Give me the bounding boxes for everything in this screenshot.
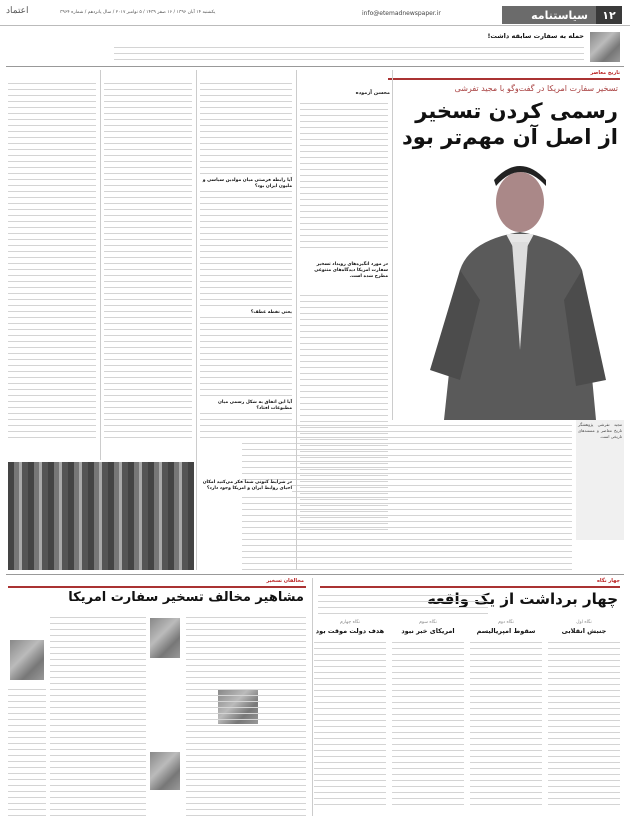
col-rule (196, 70, 197, 570)
subhead-1: در مورد انگیزه‌های رویداد تسخیر سفارت امریکا دیدگاه‌های متنوعی مطرح شده است. (314, 262, 388, 279)
divider (6, 66, 624, 67)
view-title: امریکای خبر نبود (401, 627, 455, 635)
view-tag: نگاه سوم (419, 620, 437, 625)
four-views-kicker: چهار نگاه (596, 578, 620, 584)
brief-body (114, 42, 584, 64)
opponent-photo-1 (150, 618, 180, 658)
side-caption: مجید تفرشی پژوهشگر تاریخ معاصر و مستندهای تاریخی است. (578, 422, 622, 439)
newspaper-email[interactable]: info@etemadnewspaper.ir (362, 10, 441, 17)
view-tag: نگاه اول (576, 620, 592, 625)
opponent-photo-4 (10, 640, 44, 680)
brief-photo (590, 32, 620, 62)
view-column-2 (470, 620, 542, 816)
section-name: سیاستنامه (531, 8, 588, 22)
opponents-col-3 (8, 684, 46, 816)
kicker-rule (8, 586, 306, 588)
view-column-4 (314, 620, 386, 816)
story-kicker: تاریخ معاصر (590, 70, 620, 76)
four-views-headline: چهار برداشت از یک واقعه (427, 590, 618, 608)
interview-col-4 (8, 78, 96, 458)
kicker-rule (388, 78, 620, 80)
view-title: سقوط امپریالیسم (476, 627, 536, 635)
opponents-col-1 (186, 612, 306, 816)
interview-col-3 (104, 78, 192, 458)
col-rule (392, 70, 393, 420)
subhead-2: آیا رابطه فرصتی میان مولدین سیاسی و ملیون ایران بود؟ (200, 178, 292, 190)
view-column-3 (392, 620, 464, 816)
byline: محسن آزموده (355, 90, 390, 96)
interview-col-1b (300, 290, 388, 568)
embassy-crowd-photo (8, 462, 194, 570)
col-rule (312, 578, 313, 816)
col-rule (100, 70, 101, 460)
story-headline-2: از اصل آن مهم‌تر بود (402, 125, 618, 149)
opponents-kicker: مخالفان تسخیر (266, 578, 304, 584)
opponent-photo-3 (150, 752, 180, 790)
view-tag: نگاه دوم (498, 620, 514, 625)
story-overline: تسخیر سفارت امریکا در گفت‌وگو با مجید تفرشی (454, 84, 618, 93)
opponents-col-2 (50, 612, 146, 816)
subhead-5: در شرایط کنونی شما فکر می‌کنید امکان احیای روابط ایران و امریکا وجود دارد؟ (200, 480, 292, 492)
opponents-headline: مشاهیر مخالف تسخیر سفارت امریکا (68, 590, 304, 605)
side-caption-box (576, 420, 624, 540)
view-tag: نگاه چهارم (339, 620, 361, 625)
subhead-4: آیا این اتفاق به شکل رسمی میان مطبوعات افتاد؟ (200, 400, 292, 412)
view-column-1 (548, 620, 620, 816)
section-divider (6, 574, 624, 575)
view-title: هدف دولت موقت بود (315, 627, 385, 635)
story-headline-1: رسمی کردن تسخیر (415, 99, 618, 123)
newspaper-logo: اعتماد (6, 6, 29, 16)
kicker-rule (320, 586, 620, 588)
four-views-intro (318, 590, 488, 616)
col-rule (296, 70, 297, 570)
dateline: یکشنبه ۱۴ آبان ۱۳۹۶ / ۱۶ صفر ۱۴۳۹ / ۵ نوامبر ۲۰۱۷ / سال پانزدهم / شماره ۳۹۶۴ (60, 10, 216, 15)
interview-col-2 (200, 78, 292, 568)
interviewee-portrait (400, 150, 626, 420)
view-title: جنبش انقلابی (561, 627, 607, 635)
brief-headline: حمله به سفارت سابقه داشت! (487, 32, 584, 40)
subhead-3: یعنی نقطه عطف؟ (200, 310, 292, 316)
section-banner (502, 6, 622, 24)
page-number: ۱۲ (596, 6, 622, 24)
